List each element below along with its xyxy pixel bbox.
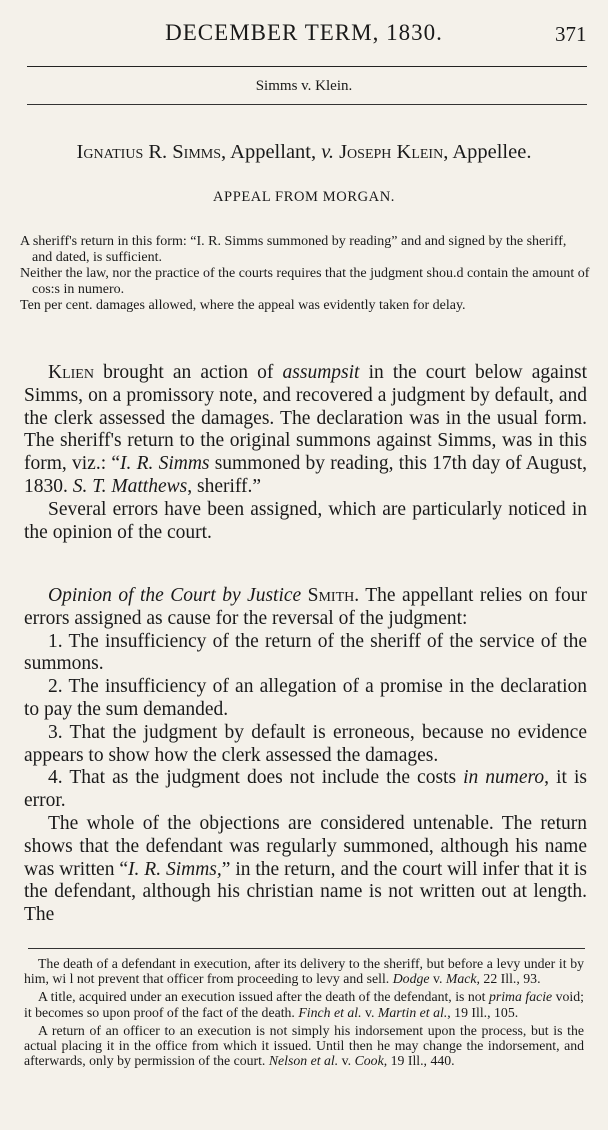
error-item: 3. That the judgment by default is erroneous, because no evidence appears to show how the clerk assessed the damages.: [24, 721, 587, 766]
running-title-rule: [27, 104, 587, 105]
opinion-intro: Opinion of the Court by Justice Smith. The appellant relies on four errors assigned as cause for the reversal of the judgment:: [24, 585, 588, 629]
appellant-role: , Appellant,: [221, 141, 322, 163]
page-number: 371: [555, 22, 587, 46]
case-paragraph: Several errors have been assigned, which are particularly noticed in the opinion of the court.: [24, 498, 587, 543]
footnote: A return of an officer to an execution is not simply his indorsement upon the process, but is the actual placing it in the office from which it issued. Until then he may change the indorsement, and afterwards, only by permission of the court. Nelson et al. v. Cook, 19 Ill., 440.: [24, 1022, 584, 1069]
versus: v.: [321, 141, 334, 163]
header-rule: [27, 66, 587, 67]
footnote: The death of a defendant in execution, after its delivery to the sheriff, but before a levy under it by him, wi l not prevent that officer from proceeding to levy and sell. Dodge v. Mack, 22 Ill., 93.: [24, 956, 584, 987]
case-statement: [24, 362, 587, 544]
appellee-role: , Appellee.: [443, 141, 532, 163]
headnotes: [20, 234, 590, 315]
opinion-paragraph: The whole of the objections are considered untenable. The return shows that the defendant was regularly summoned, although his name was written “I. R. Simms,” in the return, and the court will infer that it is the defendant, although his christian name is not written out at length. The: [24, 812, 587, 926]
appellant-name: Ignatius R. Simms: [76, 141, 222, 163]
page-header-title: DECEMBER TERM, 1830.: [165, 20, 443, 45]
case-caption: [24, 141, 584, 164]
case-paragraph: Klien brought an action of assumpsit in the court below against Simms, on a promissory note, and recovered a judgment by default, and the clerk assessed the damages. The declaration was in the usual form. The sheriff's return to the original summons against Simms, was in this form, viz.: “I. R. Simms summoned by reading, this 17th day of August, 1830. S. T. Matthews, sheriff.”: [24, 362, 588, 497]
error-item: 1. The insufficiency of the return of the sheriff of the service of the summons.: [24, 630, 587, 675]
opinion: [24, 585, 587, 927]
footnote: A title, acquired under an execution issued after the death of the defendant, is not prima facie void; it becomes so upon proof of the fact of the death. Finch et al. v. Martin et al., 19 Ill., 105.: [24, 989, 584, 1020]
judge-name: Smith: [307, 585, 355, 606]
footnote-rule: [28, 948, 585, 949]
error-item: 4. That as the judgment does not include the costs in numero, it is error.: [24, 767, 587, 812]
headnote: Neither the law, nor the practice of the courts requires that the judgment shou.d contain the amount of cos:s in numero.: [20, 266, 590, 297]
error-item: 2. The insufficiency of an allegation of a promise in the declaration to pay the sum demanded.: [24, 676, 587, 720]
footnotes: [24, 956, 584, 1071]
appellee-name: Joseph Klein: [339, 141, 444, 163]
appeal-line: APPEAL FROM MORGAN.: [212, 189, 396, 205]
headnote: A sheriff's return in this form: “I. R. Simms summoned by reading” and and signed by the sheriff, and dated, is sufficient.: [20, 234, 567, 265]
running-title: Simms v. Klein.: [255, 78, 353, 94]
headnote: Ten per cent. damages allowed, where the appeal was evidently taken for delay.: [20, 298, 466, 313]
